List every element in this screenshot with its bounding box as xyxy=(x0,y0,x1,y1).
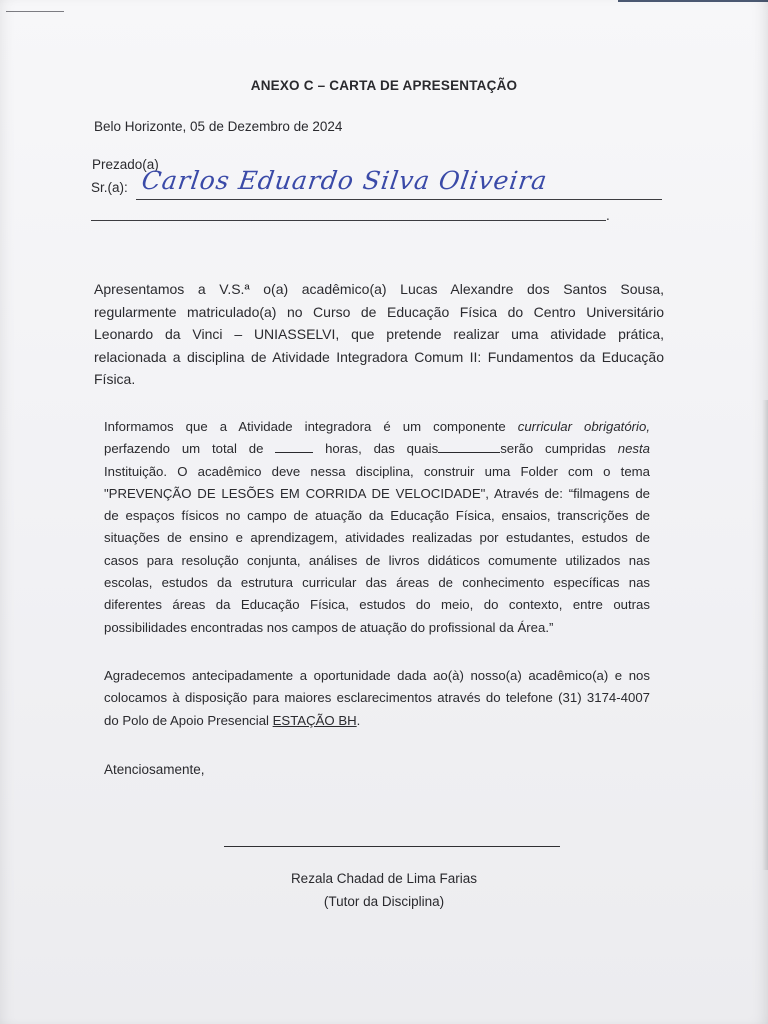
paragraph-line: de espaços físicos no campo de atuação da Educação Física, ensaios, transcrições de xyxy=(104,508,650,524)
paragraph-line: diferentes áreas da Educação Física, estudos do meio, do contexto, entre outras xyxy=(104,597,650,613)
paragraph-line: situações de ensino e aprendizagem, atividades realizadas por estudantes, estudos de xyxy=(104,530,650,546)
closing: Atenciosamente, xyxy=(104,762,205,777)
paragraph-line: Física. xyxy=(94,371,136,387)
paragraph-introduction xyxy=(94,278,664,391)
paragraph-text: Informamos que a Atividade integradora é um componente xyxy=(104,419,518,434)
paragraph-line: Leonardo da Vinci – UNIASSELVI, que pretende realizar uma atividade prática, xyxy=(94,326,664,342)
paragraph-line: Instituição. O acadêmico deve nessa disciplina, construir uma Folder com o tema xyxy=(104,463,650,479)
paragraph-line: "PREVENÇÃO DE LESÕES EM CORRIDA DE VELOCIDADE", Através de: “filmagens de xyxy=(104,485,650,501)
paragraph-text: serão xyxy=(500,441,534,457)
page-fold-shadow xyxy=(762,400,768,870)
paragraph-line: colocamos à disposição para maiores esclarecimentos através do telefone (31) 3174-4007 xyxy=(104,690,650,706)
signatory-name: Rezala Chadad de Lima Farias xyxy=(290,871,478,886)
paragraph-line xyxy=(104,416,650,438)
paragraph-line: relacionada a disciplina de Atividade Integradora Comum II: Fundamentos da Educação xyxy=(94,348,664,365)
paragraph-text-italic: curricular obrigatório, xyxy=(517,419,650,434)
paragraph-text-italic: nesta xyxy=(617,441,650,457)
recipient-label: Sr.(a): xyxy=(91,180,128,195)
paragraph-line: Agradecemos antecipadamente a oportunidade dada ao(à) nosso(a) acadêmico(a) e nos xyxy=(104,668,650,683)
top-right-edge xyxy=(618,0,768,2)
date-line: Belo Horizonte, 05 de Dezembro de 2024 xyxy=(94,119,343,134)
recipient-underline xyxy=(136,199,662,200)
paragraph-text: perfazendo um total de xyxy=(104,441,264,457)
recipient-name-handwritten: Carlos Eduardo Silva Oliveira xyxy=(139,166,550,195)
paragraph-line xyxy=(104,710,650,732)
paragraph-line: regularmente matriculado(a) no Curso de Educação Física do Centro Universitário xyxy=(94,303,664,320)
recipient-line-period: . xyxy=(606,208,610,223)
paragraph-text: . xyxy=(356,712,361,728)
document-title: ANEXO C – CARTA DE APRESENTAÇÃO xyxy=(250,78,518,93)
paragraph-line: Apresentamos a V.S.ª o(a) acadêmico(a) Lucas Alexandre dos Santos Sousa, xyxy=(94,281,664,297)
salutation: Prezado(a) xyxy=(92,157,159,172)
paragraph-line: casos para resolução conjunta, análises de livros didáticos comumente utilizados nas xyxy=(104,552,650,568)
top-left-mark xyxy=(6,11,64,12)
paragraph-text: do Polo de Apoio Presencial xyxy=(104,712,273,728)
paragraph-thanks xyxy=(104,665,650,732)
paragraph-line: possibilidades encontradas nos campos de atuação do profissional da Área.” xyxy=(104,619,554,635)
paragraph-line xyxy=(104,438,650,460)
paragraph-line: escolas, estudos da estrutura curricular das áreas de conhecimento específicas nas xyxy=(104,575,650,591)
paragraph-activity-info xyxy=(104,416,650,639)
polo-name: ESTAÇÃO BH xyxy=(272,712,357,728)
paragraph-text: horas, das quais xyxy=(325,441,439,457)
signatory-role: (Tutor da Disciplina) xyxy=(323,894,445,909)
hours-total-blank xyxy=(275,440,313,453)
hours-institution-blank xyxy=(438,440,500,453)
signature-line xyxy=(224,846,560,847)
paragraph-text: cumpridas xyxy=(545,441,606,457)
recipient-second-line xyxy=(91,220,606,221)
